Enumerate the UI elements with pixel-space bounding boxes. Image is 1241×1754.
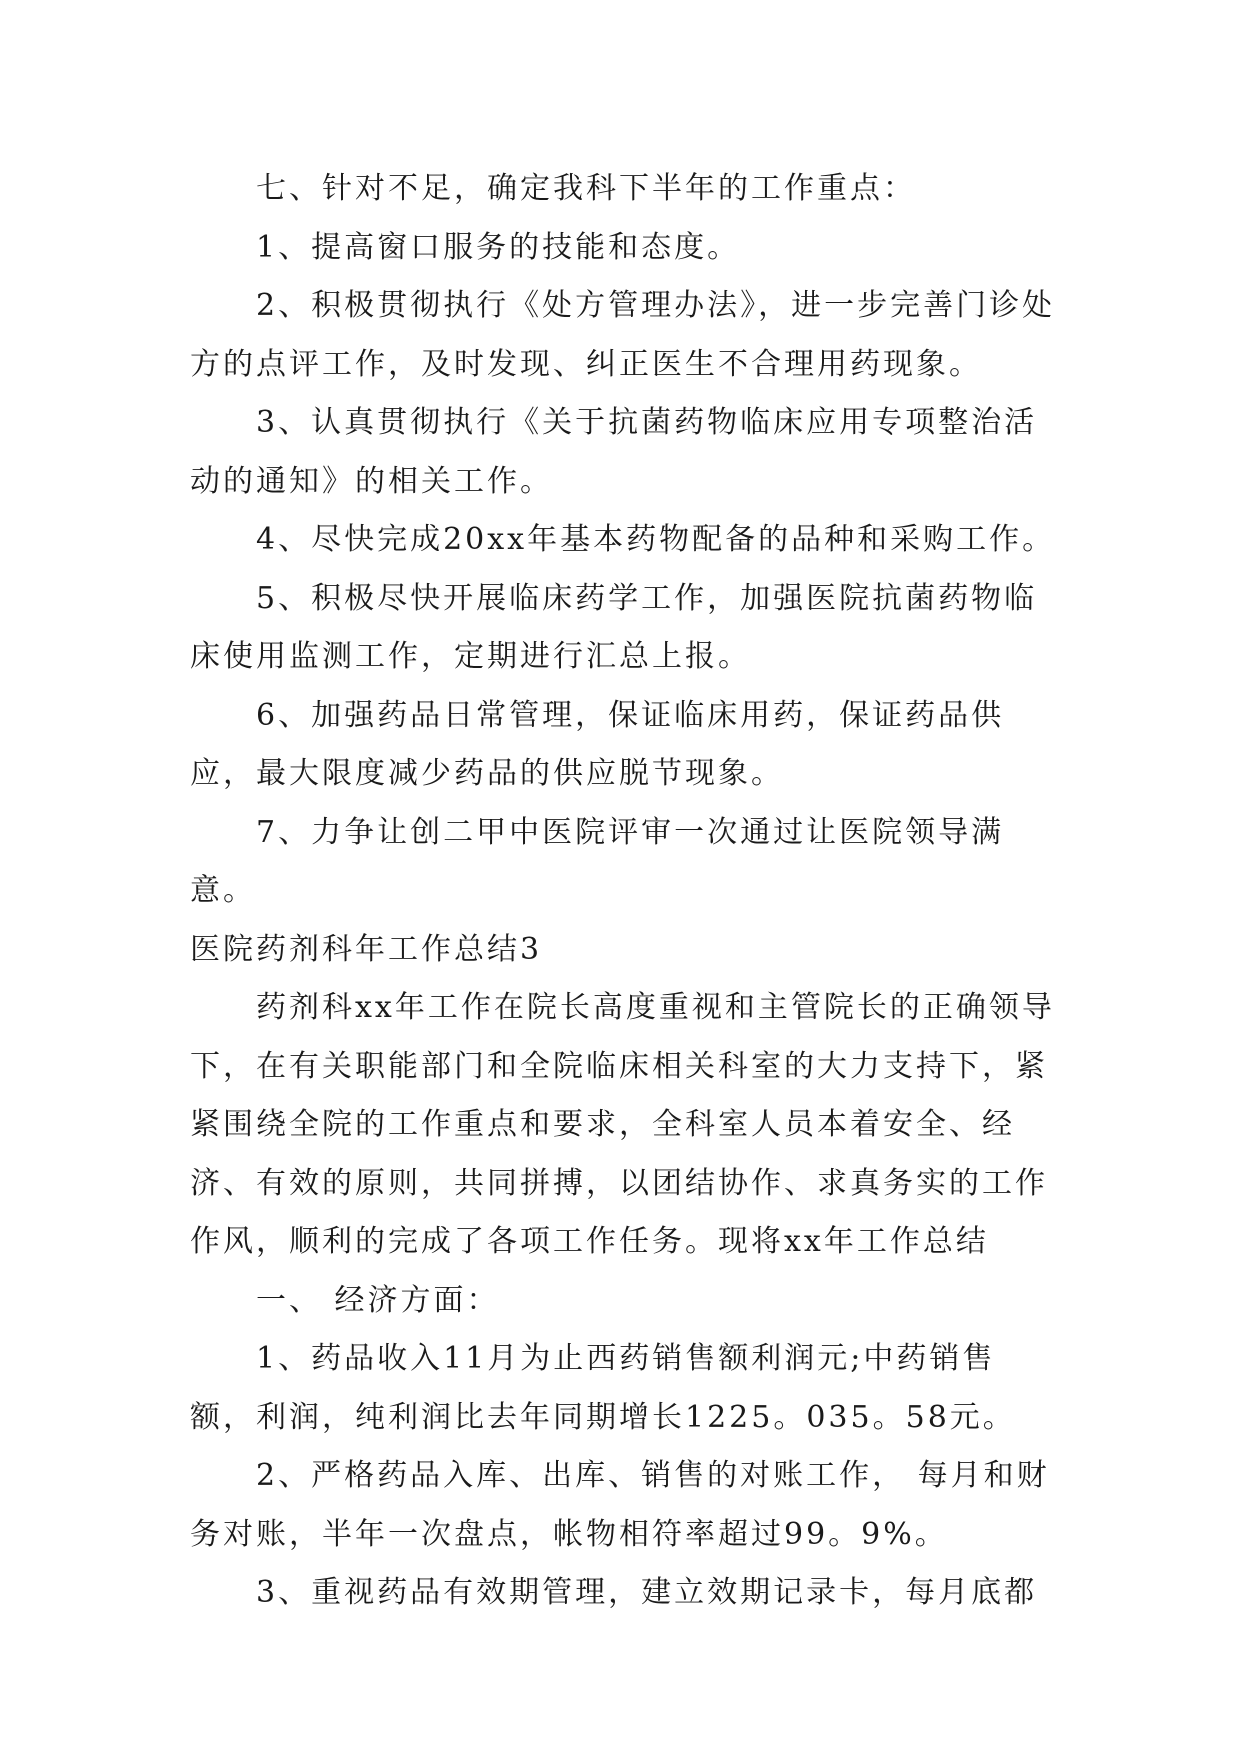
paragraph: 6、加强药品日常管理，保证临床用药，保证药品供应，最大限度减少药品的供应脱节现象。: [190, 697, 1005, 791]
paragraph: 七、针对不足，确定我科下半年的工作重点：: [256, 171, 916, 206]
section-heading: 医院药剂科年工作总结3: [190, 931, 543, 967]
paragraph: 3、重视药品有效期管理，建立效期记录卡，每月底都: [256, 1575, 1038, 1610]
paragraph: 2、积极贯彻执行《处方管理办法》，进一步完善门诊处方的点评工作，及时发现、纠正医生不合理用药现象。: [190, 288, 1056, 382]
paragraph: 2、严格药品入库、出库、销售的对账工作， 每月和财务对账，半年一次盘点，帐物相符率超过99。9%。: [190, 1458, 1050, 1552]
paragraph: 1、提高窗口服务的技能和态度。: [256, 229, 741, 265]
paragraph: 3、认真贯彻执行《关于抗菌药物临床应用专项整治活动的通知》的相关工作。: [190, 405, 1038, 499]
paragraph: 一、 经济方面：: [256, 1282, 500, 1318]
paragraph: 1、药品收入11月为止西药销售额利润元;中药销售额，利润，纯利润比去年同期增长1225。035。58元。: [190, 1341, 1016, 1435]
paragraph: 4、尽快完成20xx年基本药物配备的品种和采购工作。: [256, 522, 1056, 557]
paragraph: 药剂科xx年工作在院长高度重视和主管院长的正确领导下，在有关职能部门和全院临床相关科室的大力支持下，紧紧围绕全院的工作重点和要求，全科室人员本着安全、经济、有效的原则，共同拼搏，以团结协作、求真务实的工作作风，顺利的完成了各项工作任务。现将xx年工作总结: [190, 990, 1055, 1259]
paragraph: 7、力争让创二甲中医院评审一次通过让医院领导满意。: [190, 814, 1005, 908]
paragraph: 5、积极尽快开展临床药学工作，加强医院抗菌药物临床使用监测工作，定期进行汇总上报。: [190, 580, 1038, 674]
document-body: [190, 160, 1060, 1623]
